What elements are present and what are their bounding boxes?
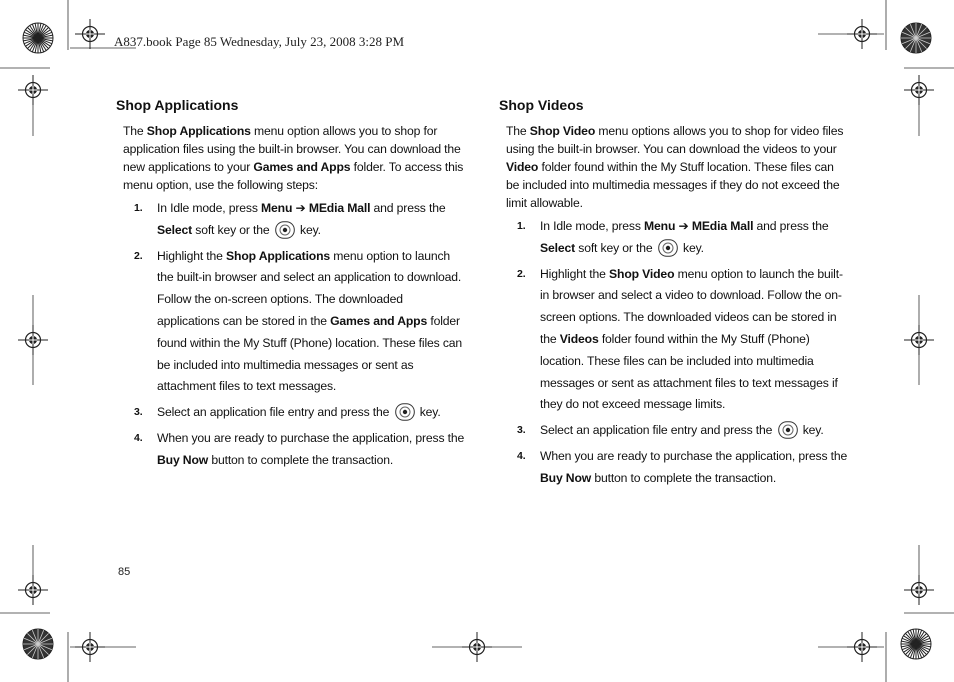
step-text: key. [416, 405, 441, 420]
starburst-target-icon [901, 23, 931, 53]
step-text: key. [296, 222, 321, 237]
step-number: 1. [517, 220, 526, 232]
step-bold: Shop Applications [226, 248, 331, 263]
starburst-target-icon [23, 23, 53, 53]
section-title: Shop Applications [116, 97, 239, 113]
intro-paragraph [506, 122, 849, 212]
shop-applications-section [116, 97, 466, 476]
step-text: menu option to launch the built-in browser and select an application to download. Follow the on-screen options. The downloaded applications can be stored in the [157, 248, 462, 328]
intro-bold: Video [506, 160, 539, 174]
registration-crosshair-icon [904, 75, 934, 105]
step-item [499, 420, 849, 442]
step-item [116, 428, 466, 472]
intro-paragraph [123, 122, 466, 194]
print-header: A837.book Page 85 Wednesday, July 23, 2008 3:28 PM [114, 34, 404, 49]
step-text: folder found within the My Stuff (Phone) location. These files can be included into multimedia messages or sent as attachment files to text messages if they do not exceed message limits. [540, 331, 838, 412]
ok-key-icon [275, 221, 295, 239]
intro-bold: Games and Apps [253, 160, 351, 174]
step-item [116, 198, 466, 242]
step-number: 4. [134, 431, 143, 444]
step-bold: MEdia Mall [691, 219, 754, 233]
step-text: folder found within the My Stuff (Phone) location. These files can be included into multimedia messages or sent as attachment files to text messages. [157, 313, 463, 394]
step-text: key. [799, 423, 824, 438]
step-number: 2. [517, 267, 526, 280]
step-bold: Buy Now [540, 470, 592, 485]
steps-list [499, 216, 849, 490]
step-bold: Videos [559, 331, 599, 346]
step-text: button to complete the transaction. [208, 452, 394, 467]
starburst-target-icon [901, 629, 931, 659]
step-text: When you are ready to purchase the application, press the [540, 448, 848, 463]
step-text: key. [679, 240, 704, 255]
registration-crosshair-icon [904, 575, 934, 605]
step-text: In Idle mode, press [540, 219, 645, 233]
page-number: 85 [118, 566, 131, 578]
registration-crosshair-icon [18, 325, 48, 355]
arrow-icon: ➔ [675, 219, 692, 233]
step-text: In Idle mode, press [157, 201, 262, 215]
step-bold: Buy Now [157, 452, 209, 467]
registration-crosshair-icon [847, 19, 877, 49]
step-number: 3. [517, 424, 526, 437]
arrow-icon: ➔ [292, 201, 309, 215]
step-text: Highlight the [157, 248, 227, 263]
step-text: When you are ready to purchase the application, press the [157, 430, 465, 445]
step-text: soft key or the [192, 222, 273, 237]
step-number: 4. [517, 449, 526, 462]
ok-key-icon [658, 239, 678, 257]
step-item [116, 402, 466, 424]
step-bold: Select [540, 240, 576, 255]
step-bold: Shop Video [609, 266, 675, 281]
intro-text: The [506, 124, 530, 138]
step-number: 1. [134, 202, 143, 214]
registration-crosshair-icon [75, 632, 105, 662]
intro-text: menu options allows you to shop for video files using the built-in browser. You can download the videos to your [506, 124, 844, 156]
step-text: and press the [753, 219, 829, 233]
intro-bold: Shop Applications [146, 124, 251, 138]
registration-crosshair-icon [847, 632, 877, 662]
registration-crosshair-icon [75, 19, 105, 49]
step-bold: Games and Apps [330, 313, 428, 328]
registration-crosshair-icon [18, 575, 48, 605]
step-text: soft key or the [575, 240, 656, 255]
step-item [116, 246, 466, 399]
step-text: button to complete the transaction. [591, 470, 777, 485]
registration-crosshair-icon [18, 75, 48, 105]
intro-text: folder. To access this menu option, use the following steps: [123, 160, 464, 192]
step-bold: Menu [644, 219, 676, 233]
ok-key-icon [778, 421, 798, 439]
shop-videos-section [499, 97, 849, 494]
step-text: Highlight the [540, 266, 610, 281]
starburst-target-icon [23, 629, 53, 659]
intro-text: The [123, 124, 147, 138]
intro-text: menu option allows you to shop for application files using the built-in browser. You can download the new applications to your [123, 124, 461, 174]
step-item [499, 446, 849, 490]
registration-crosshair-icon [462, 632, 492, 662]
step-item [499, 216, 849, 260]
step-text: and press the [370, 201, 446, 215]
step-number: 2. [134, 249, 143, 262]
ok-key-icon [395, 403, 415, 421]
intro-bold: Shop Video [529, 124, 596, 138]
step-bold: Select [157, 222, 193, 237]
step-text: menu option to launch the built-in browser and select a video to download. Follow the on-screen options. The downloaded videos can be stored in the [540, 266, 843, 346]
step-text: Select an application file entry and press the [540, 423, 776, 438]
steps-list [116, 198, 466, 472]
step-item [499, 264, 849, 417]
section-title: Shop Videos [499, 97, 584, 113]
step-number: 3. [134, 406, 143, 419]
registration-crosshair-icon [904, 325, 934, 355]
intro-text: folder found within the My Stuff location. These files can be included into multimedia messages if they do not exceed the limit allowable. [506, 160, 840, 210]
step-bold: MEdia Mall [308, 201, 371, 215]
step-bold: Menu [261, 201, 293, 215]
step-text: Select an application file entry and press the [157, 405, 393, 420]
